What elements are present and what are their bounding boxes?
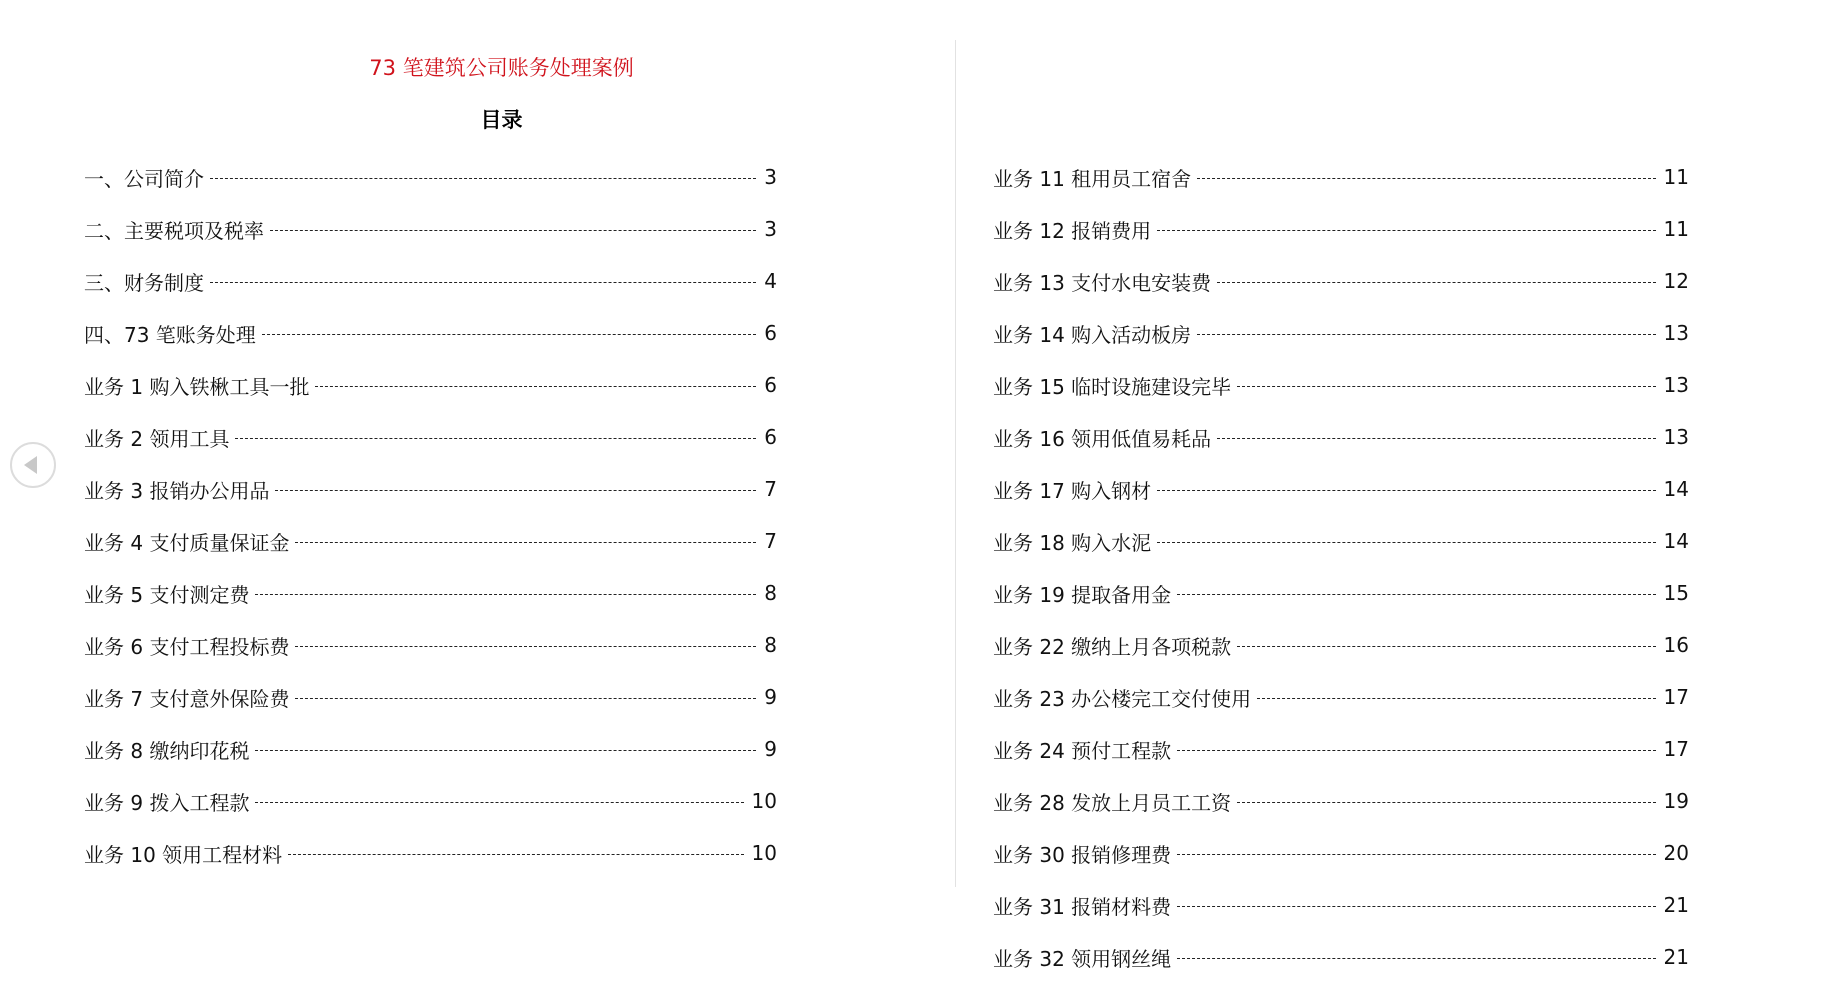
toc-list-left (84, 151, 777, 879)
toc-entry[interactable] (993, 515, 1689, 567)
toc-entry-label: 业务 13 支付水电安装费 (993, 270, 1212, 295)
toc-entry[interactable] (84, 203, 777, 255)
toc-entry[interactable] (993, 775, 1689, 827)
toc-entry-page-number: 3 (764, 217, 777, 241)
toc-heading: 目录 (480, 108, 523, 132)
toc-entry-page-number: 10 (751, 789, 777, 813)
toc-dot-leader (1217, 438, 1655, 439)
toc-entry[interactable] (993, 879, 1689, 931)
toc-entry[interactable] (84, 151, 777, 203)
toc-entry-label: 三、财务制度 (84, 270, 204, 295)
toc-dot-leader (270, 230, 756, 231)
toc-entry-label: 业务 30 报销修理费 (993, 842, 1172, 867)
toc-entry[interactable] (993, 619, 1689, 671)
toc-entry[interactable] (84, 671, 777, 723)
toc-entry-label: 业务 2 领用工具 (84, 426, 230, 451)
toc-entry-label: 一、公司简介 (84, 166, 204, 191)
toc-entry-page-number: 8 (764, 633, 777, 657)
toc-dot-leader (275, 490, 756, 491)
toc-entry-label: 业务 4 支付质量保证金 (84, 530, 290, 555)
toc-entry-label: 业务 11 租用员工宿舍 (993, 166, 1192, 191)
toc-entry-label: 业务 24 预付工程款 (993, 738, 1172, 763)
toc-entry-label: 业务 10 领用工程材料 (84, 842, 283, 867)
toc-dot-leader (1157, 542, 1655, 543)
toc-entry[interactable] (84, 775, 777, 827)
toc-dot-leader (1177, 906, 1655, 907)
toc-entry[interactable] (993, 827, 1689, 879)
toc-dot-leader (210, 282, 756, 283)
toc-entry-page-number: 11 (1663, 217, 1689, 241)
toc-entry-label: 业务 3 报销办公用品 (84, 478, 270, 503)
toc-entry[interactable] (84, 619, 777, 671)
toc-dot-leader (1237, 386, 1655, 387)
toc-dot-leader (1157, 490, 1655, 491)
toc-entry-page-number: 13 (1663, 425, 1689, 449)
toc-entry-label: 业务 23 办公楼完工交付使用 (993, 686, 1252, 711)
toc-entry-page-number: 17 (1663, 685, 1689, 709)
toc-entry-page-number: 14 (1663, 529, 1689, 553)
toc-entry[interactable] (993, 255, 1689, 307)
toc-dot-leader (288, 854, 743, 855)
toc-entry-label: 业务 6 支付工程投标费 (84, 634, 290, 659)
toc-dot-leader (295, 646, 756, 647)
toc-entry-page-number: 13 (1663, 321, 1689, 345)
toc-entry-label: 业务 12 报销费用 (993, 218, 1152, 243)
toc-entry-page-number: 8 (764, 581, 777, 605)
toc-entry[interactable] (993, 931, 1689, 983)
toc-dot-leader (315, 386, 756, 387)
toc-entry-page-number: 7 (764, 529, 777, 553)
toc-entry-page-number: 6 (764, 425, 777, 449)
toc-entry-page-number: 20 (1663, 841, 1689, 865)
toc-entry-label: 业务 9 拨入工程款 (84, 790, 250, 815)
toc-entry-label: 业务 17 购入钢材 (993, 478, 1152, 503)
toc-entry-label: 业务 1 购入铁楸工具一批 (84, 374, 310, 399)
toc-entry-label: 业务 14 购入活动板房 (993, 322, 1192, 347)
toc-dot-leader (210, 178, 756, 179)
toc-entry-label: 业务 18 购入水泥 (993, 530, 1152, 555)
toc-entry-label: 业务 7 支付意外保险费 (84, 686, 290, 711)
toc-entry-page-number: 16 (1663, 633, 1689, 657)
toc-entry-label: 业务 8 缴纳印花税 (84, 738, 250, 763)
toc-entry-page-number: 21 (1663, 893, 1689, 917)
toc-entry-page-number: 9 (764, 737, 777, 761)
toc-entry[interactable] (993, 671, 1689, 723)
toc-entry-page-number: 6 (764, 321, 777, 345)
toc-entry-page-number: 7 (764, 477, 777, 501)
right-page (956, 0, 1845, 971)
toc-dot-leader (1177, 958, 1655, 959)
chevron-left-icon (24, 456, 37, 474)
toc-entry-label: 业务 31 报销材料费 (993, 894, 1172, 919)
toc-entry[interactable] (84, 723, 777, 775)
toc-entry[interactable] (993, 359, 1689, 411)
toc-entry-page-number: 17 (1663, 737, 1689, 761)
toc-entry[interactable] (993, 723, 1689, 775)
toc-entry-label: 业务 32 领用钢丝绳 (993, 946, 1172, 971)
toc-entry-label: 二、主要税项及税率 (84, 218, 264, 243)
toc-entry[interactable] (84, 411, 777, 463)
toc-entry[interactable] (993, 411, 1689, 463)
toc-entry[interactable] (84, 359, 777, 411)
toc-dot-leader (1237, 646, 1655, 647)
toc-entry[interactable] (993, 203, 1689, 255)
toc-dot-leader (1237, 802, 1655, 803)
toc-entry[interactable] (993, 567, 1689, 619)
toc-dot-leader (1197, 178, 1655, 179)
toc-entry[interactable] (84, 307, 777, 359)
toc-entry[interactable] (84, 515, 777, 567)
toc-dot-leader (255, 750, 756, 751)
toc-entry-page-number: 9 (764, 685, 777, 709)
toc-dot-leader (1177, 594, 1655, 595)
toc-entry-page-number: 4 (764, 269, 777, 293)
toc-dot-leader (262, 334, 756, 335)
previous-page-button[interactable] (10, 442, 56, 488)
toc-entry-page-number: 15 (1663, 581, 1689, 605)
toc-entry-page-number: 19 (1663, 789, 1689, 813)
toc-entry-label: 业务 19 提取备用金 (993, 582, 1172, 607)
toc-entry-label: 业务 5 支付测定费 (84, 582, 250, 607)
toc-entry-page-number: 12 (1663, 269, 1689, 293)
toc-entry[interactable] (84, 567, 777, 619)
toc-entry-label: 四、73 笔账务处理 (84, 322, 256, 347)
toc-entry[interactable] (84, 827, 777, 879)
toc-entry-page-number: 21 (1663, 945, 1689, 969)
toc-entry-page-number: 6 (764, 373, 777, 397)
toc-entry-page-number: 11 (1663, 165, 1689, 189)
toc-entry[interactable] (993, 307, 1689, 359)
toc-dot-leader (255, 594, 756, 595)
toc-dot-leader (1177, 854, 1655, 855)
toc-dot-leader (1257, 698, 1655, 699)
toc-dot-leader (1157, 230, 1655, 231)
toc-entry-label: 业务 15 临时设施建设完毕 (993, 374, 1232, 399)
toc-entry-page-number: 13 (1663, 373, 1689, 397)
toc-list-right (993, 151, 1689, 983)
toc-entry-label: 业务 16 领用低值易耗品 (993, 426, 1212, 451)
toc-dot-leader (235, 438, 756, 439)
toc-entry[interactable] (84, 255, 777, 307)
toc-dot-leader (255, 802, 743, 803)
toc-dot-leader (295, 698, 756, 699)
toc-dot-leader (1217, 282, 1655, 283)
toc-entry-page-number: 3 (764, 165, 777, 189)
toc-entry[interactable] (84, 463, 777, 515)
toc-entry-page-number: 10 (751, 841, 777, 865)
toc-entry[interactable] (993, 463, 1689, 515)
toc-dot-leader (1197, 334, 1655, 335)
toc-entry[interactable] (993, 151, 1689, 203)
left-page (0, 0, 953, 887)
toc-entry-page-number: 14 (1663, 477, 1689, 501)
toc-entry-label: 业务 22 缴纳上月各项税款 (993, 634, 1232, 659)
toc-dot-leader (1177, 750, 1655, 751)
toc-entry-label: 业务 28 发放上月员工工资 (993, 790, 1232, 815)
document-title: 73 笔建筑公司账务处理案例 (369, 56, 634, 80)
toc-dot-leader (295, 542, 756, 543)
